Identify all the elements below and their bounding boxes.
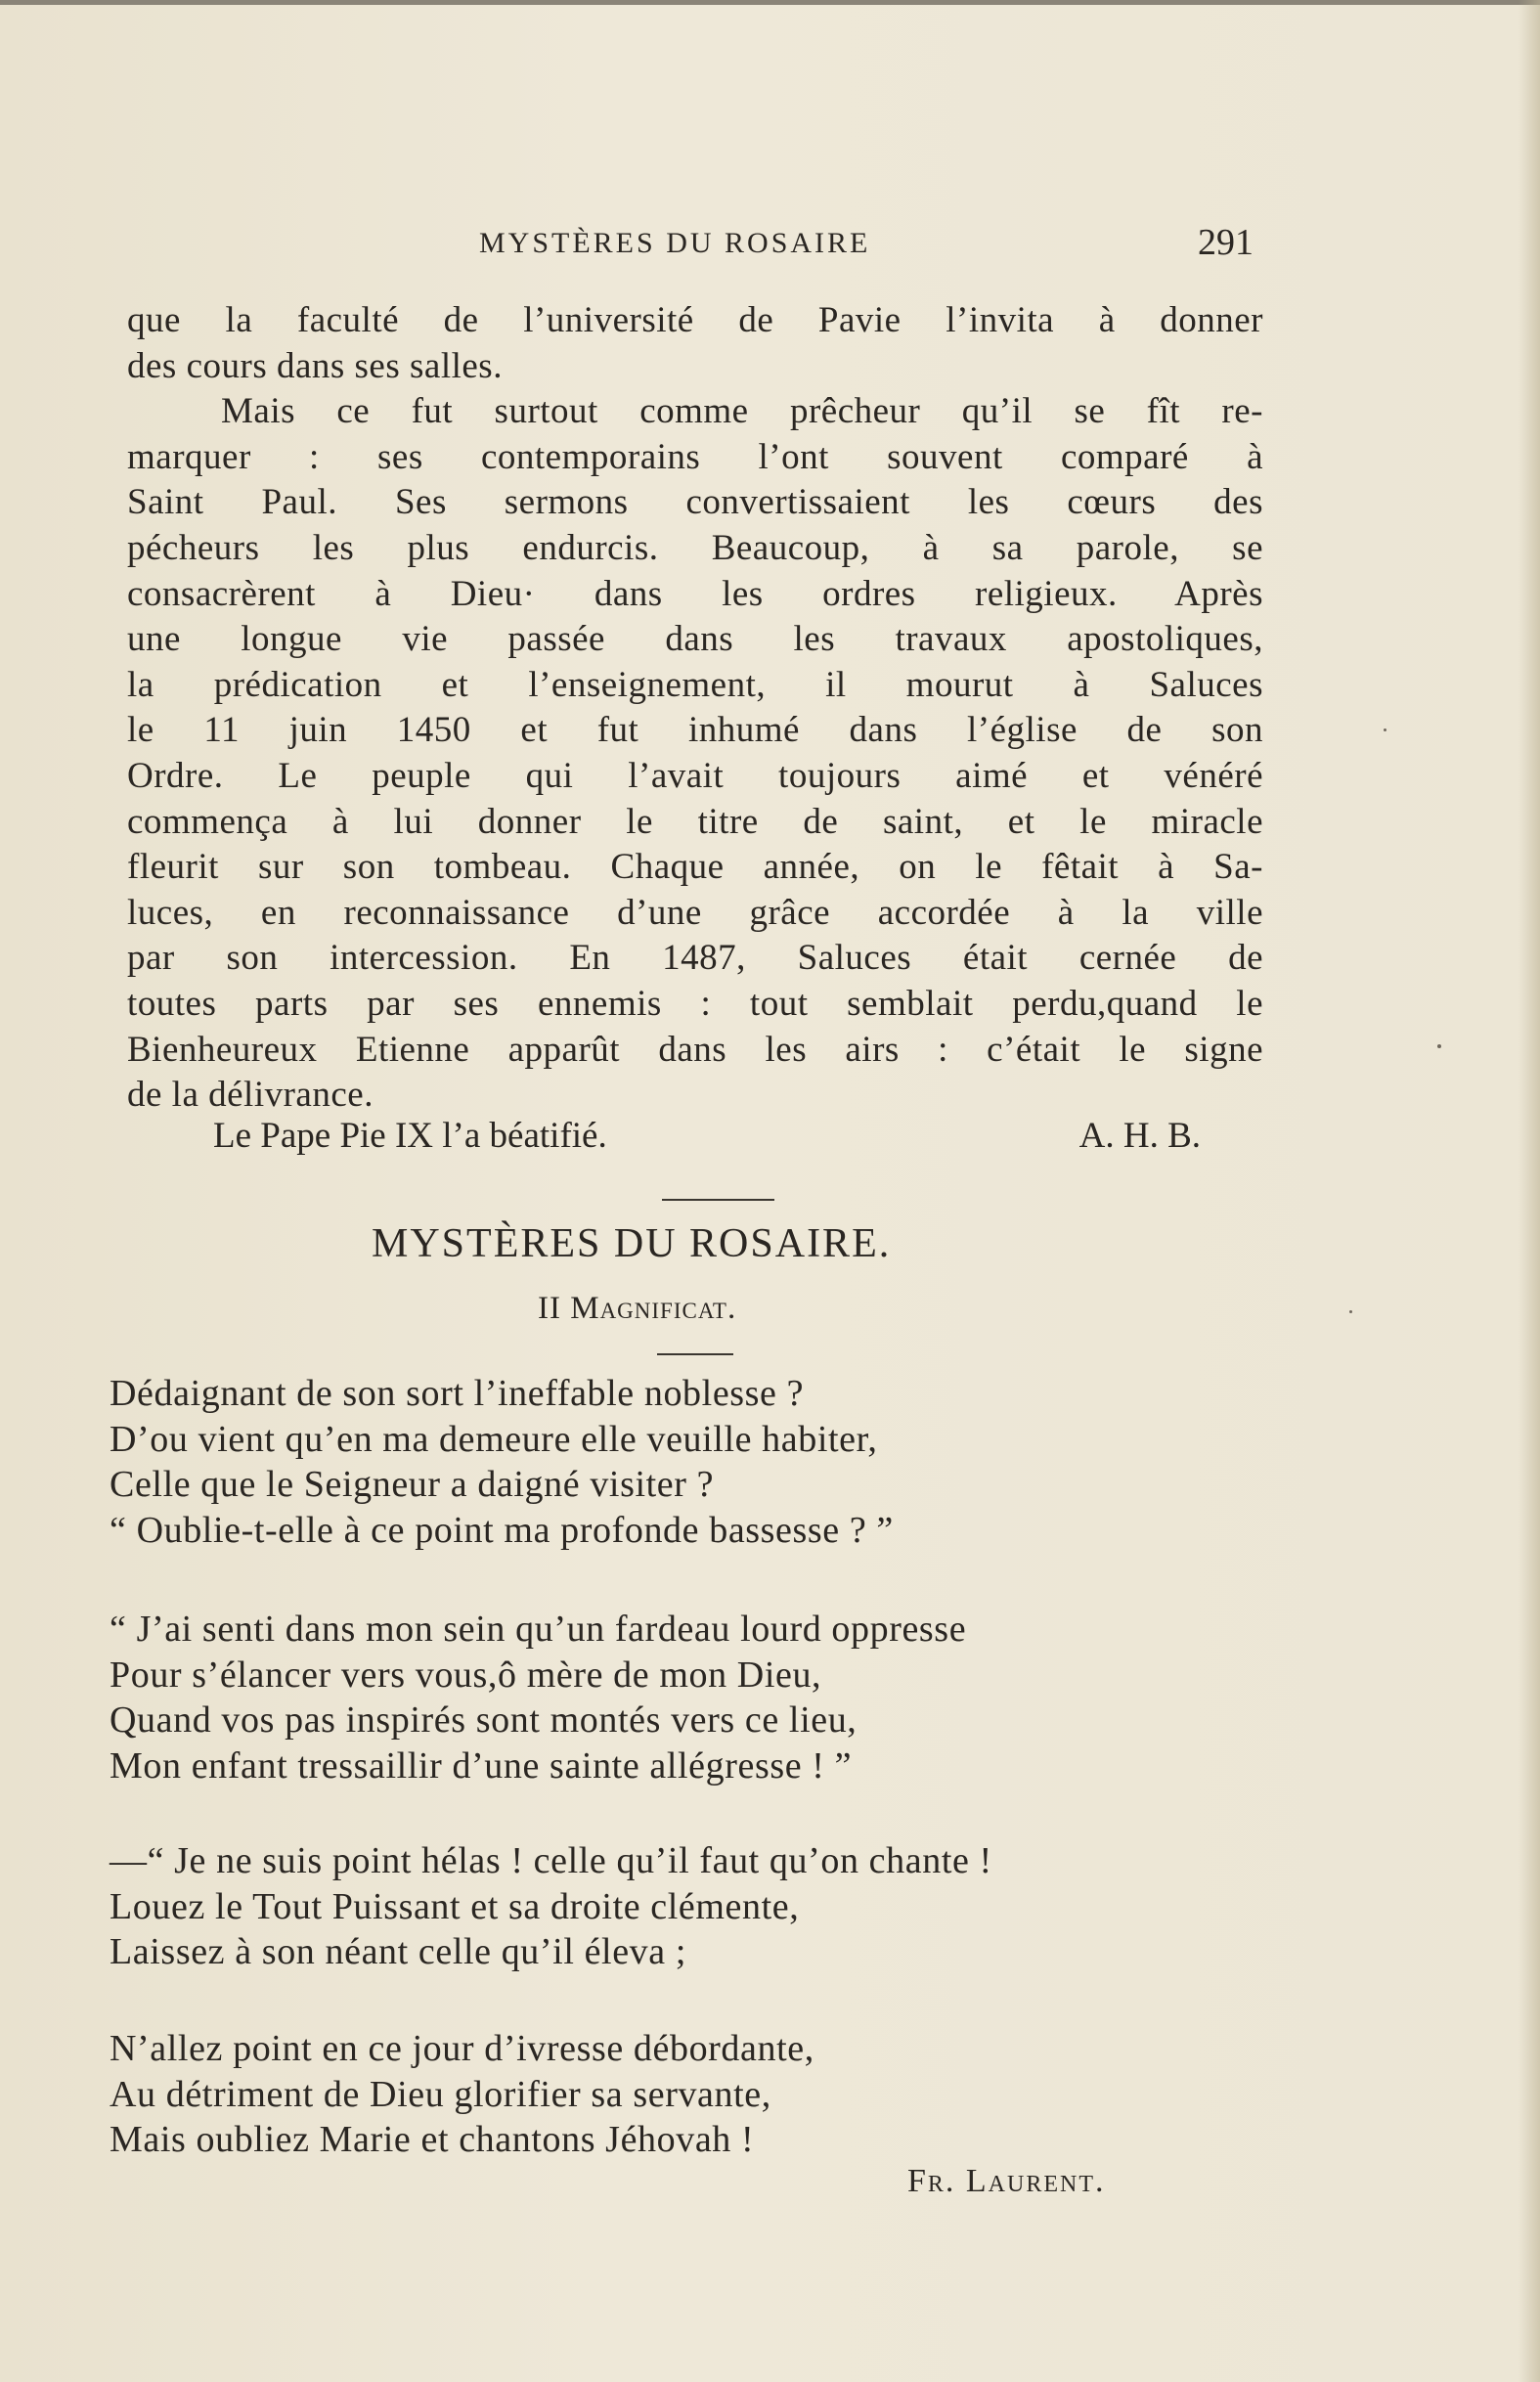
page-edge-shadow: [1518, 0, 1540, 2382]
poem-line: Mais oubliez Marie et chantons Jéhovah !: [110, 2119, 755, 2160]
poem-line: N’allez point en ce jour d’ivresse débordante,: [110, 2028, 814, 2069]
prose-line: Mais ce fut surtout comme prêcheur qu’il se fît re-: [221, 391, 1263, 432]
paper-speck: [1349, 1310, 1352, 1313]
article-initials: A. H. B.: [1078, 1116, 1201, 1156]
poem-stanza: [110, 1371, 894, 1553]
page-number: 291: [1198, 222, 1254, 263]
prose-line: Saint Paul. Ses sermons convertissaient les cœurs des: [127, 482, 1263, 523]
prose-line: des cours dans ses salles.: [127, 345, 503, 386]
prose-line: Ordre. Le peuple qui l’avait toujours aimé et vénéré: [127, 755, 1263, 796]
prose-line: par son intercession. En 1487, Saluces était cernée de: [127, 938, 1263, 979]
poem-line: “ Oublie-t-elle à ce point ma profonde bassesse ? ”: [110, 1509, 894, 1551]
prose-line: commença à lui donner le titre de saint, et le miracle: [127, 801, 1263, 842]
poem-title: MYSTÈRES DU ROSAIRE.: [372, 1221, 892, 1266]
prose-line: fleurit sur son tombeau. Chaque année, on le fêtait à Sa-: [127, 847, 1263, 888]
poem-line: —“ Je ne suis point hélas ! celle qu’il faut qu’on chante !: [110, 1840, 992, 1881]
poem-line: Louez le Tout Puissant et sa droite clémente,: [110, 1885, 800, 1927]
poem-line: Pour s’élancer vers vous,ô mère de mon Dieu,: [110, 1654, 822, 1696]
section-rule: [662, 1199, 774, 1201]
prose-line: consacrèrent à Dieu· dans les ordres religieux. Après: [127, 573, 1263, 614]
paper-speck: [1384, 728, 1386, 731]
prose-line: Bienheureux Etienne apparût dans les airs : c’était le signe: [127, 1029, 1263, 1070]
poem-line: Celle que le Seigneur a daigné visiter ?: [110, 1464, 715, 1505]
prose-line: toutes parts par ses ennemis : tout semblait perdu,quand le: [127, 983, 1263, 1024]
paper-speck: [1437, 1044, 1441, 1048]
poem-author: Fr. Laurent.: [907, 2163, 1106, 2199]
prose-block: [127, 298, 1263, 1119]
poem-line: “ J’ai senti dans mon sein qu’un fardeau lourd oppresse: [110, 1609, 967, 1650]
prose-line: marquer : ses contemporains l’ont souvent comparé à: [127, 436, 1263, 477]
poem-line: Dédaignant de son sort l’ineffable noblesse ?: [110, 1373, 805, 1414]
poem-stanza: [110, 1838, 992, 1975]
poem-line: Au détriment de Dieu glorifier sa servante,: [110, 2073, 771, 2115]
poem-stanza: [110, 1607, 966, 1788]
prose-line: la prédication et l’enseignement, il mourut à Saluces: [127, 664, 1263, 705]
poem-line: D’ou vient qu’en ma demeure elle veuille habiter,: [110, 1418, 878, 1460]
poem-stanza: [110, 2026, 814, 2163]
closing-line: [213, 1115, 1201, 1157]
prose-line: de la délivrance.: [127, 1075, 374, 1116]
prose-line: le 11 juin 1450 et fut inhumé dans l’église de son: [127, 710, 1263, 751]
top-edge-rule: [0, 0, 1540, 5]
poem-line: Quand vos pas inspirés sont montés vers ce lieu,: [110, 1699, 858, 1741]
running-head: MYSTÈRES DU ROSAIRE: [479, 227, 871, 259]
closing-sentence: Le Pape Pie IX l’a béatifié.: [213, 1116, 607, 1156]
prose-line: que la faculté de l’université de Pavie l’invita à donner: [127, 300, 1263, 340]
prose-line: une longue vie passée dans les travaux apostoliques,: [127, 619, 1263, 660]
poem-subtitle: II Magnificat.: [538, 1291, 737, 1326]
prose-line: pécheurs les plus endurcis. Beaucoup, à sa parole, se: [127, 527, 1263, 568]
poem-line: Laissez à son néant celle qu’il éleva ;: [110, 1931, 686, 1972]
prose-line: luces, en reconnaissance d’une grâce accordée à la ville: [127, 892, 1263, 933]
poem-line: Mon enfant tressaillir d’une sainte allégresse ! ”: [110, 1744, 853, 1786]
subtitle-rule: [657, 1353, 733, 1355]
